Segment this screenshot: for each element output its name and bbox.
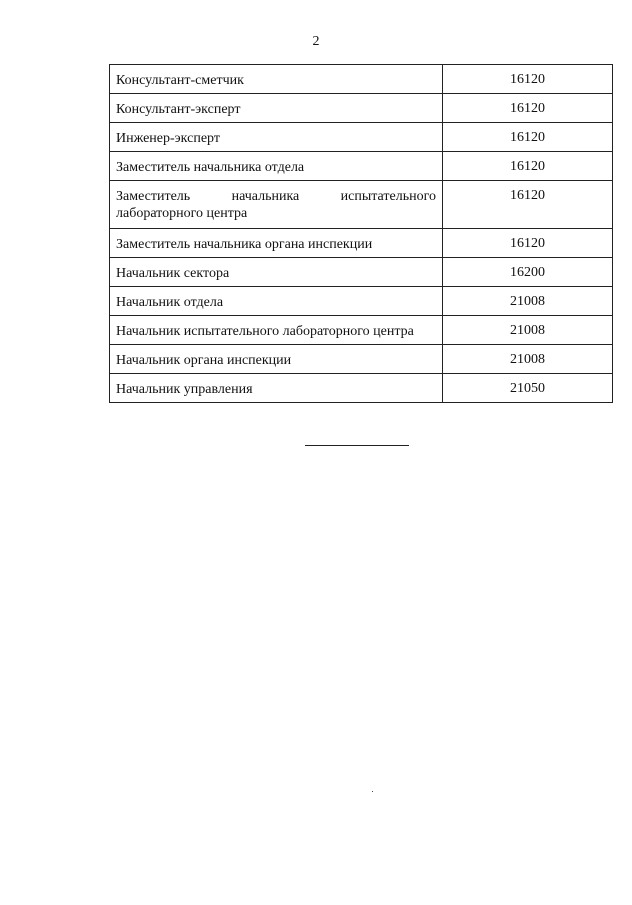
table-row — [110, 123, 613, 152]
table-row — [110, 65, 613, 94]
position-cell: Заместитель начальника отдела — [110, 152, 443, 181]
value-cell: 16200 — [443, 258, 613, 287]
value-cell: 16120 — [443, 123, 613, 152]
value-cell: 16120 — [443, 65, 613, 94]
scan-speck — [372, 791, 373, 792]
value-cell: 21050 — [443, 374, 613, 403]
value-cell: 16120 — [443, 229, 613, 258]
position-cell: Начальник управления — [110, 374, 443, 403]
end-divider — [305, 445, 409, 446]
value-cell: 16120 — [443, 94, 613, 123]
table-row — [110, 181, 613, 229]
value-cell: 21008 — [443, 345, 613, 374]
value-cell: 21008 — [443, 316, 613, 345]
position-cell: Инженер-эксперт — [110, 123, 443, 152]
page-number: 2 — [312, 34, 320, 49]
table-row — [110, 229, 613, 258]
position-cell: Консультант-сметчик — [110, 65, 443, 94]
table-row — [110, 287, 613, 316]
table-row — [110, 374, 613, 403]
position-cell: Начальник отдела — [110, 287, 443, 316]
value-cell: 16120 — [443, 181, 613, 229]
position-cell: Заместитель начальника органа инспекции — [110, 229, 443, 258]
salary-table — [109, 64, 613, 403]
position-cell: Начальник сектора — [110, 258, 443, 287]
position-cell: Начальник органа инспекции — [110, 345, 443, 374]
position-cell: Начальник испытательного лабораторного центра — [110, 316, 443, 345]
table-row — [110, 152, 613, 181]
value-cell: 16120 — [443, 152, 613, 181]
position-cell: Консультант-эксперт — [110, 94, 443, 123]
table-row — [110, 316, 613, 345]
value-cell: 21008 — [443, 287, 613, 316]
table-row — [110, 94, 613, 123]
position-cell: Заместитель начальника испытательного лабораторного центра — [110, 181, 443, 229]
table-row — [110, 345, 613, 374]
table-row — [110, 258, 613, 287]
